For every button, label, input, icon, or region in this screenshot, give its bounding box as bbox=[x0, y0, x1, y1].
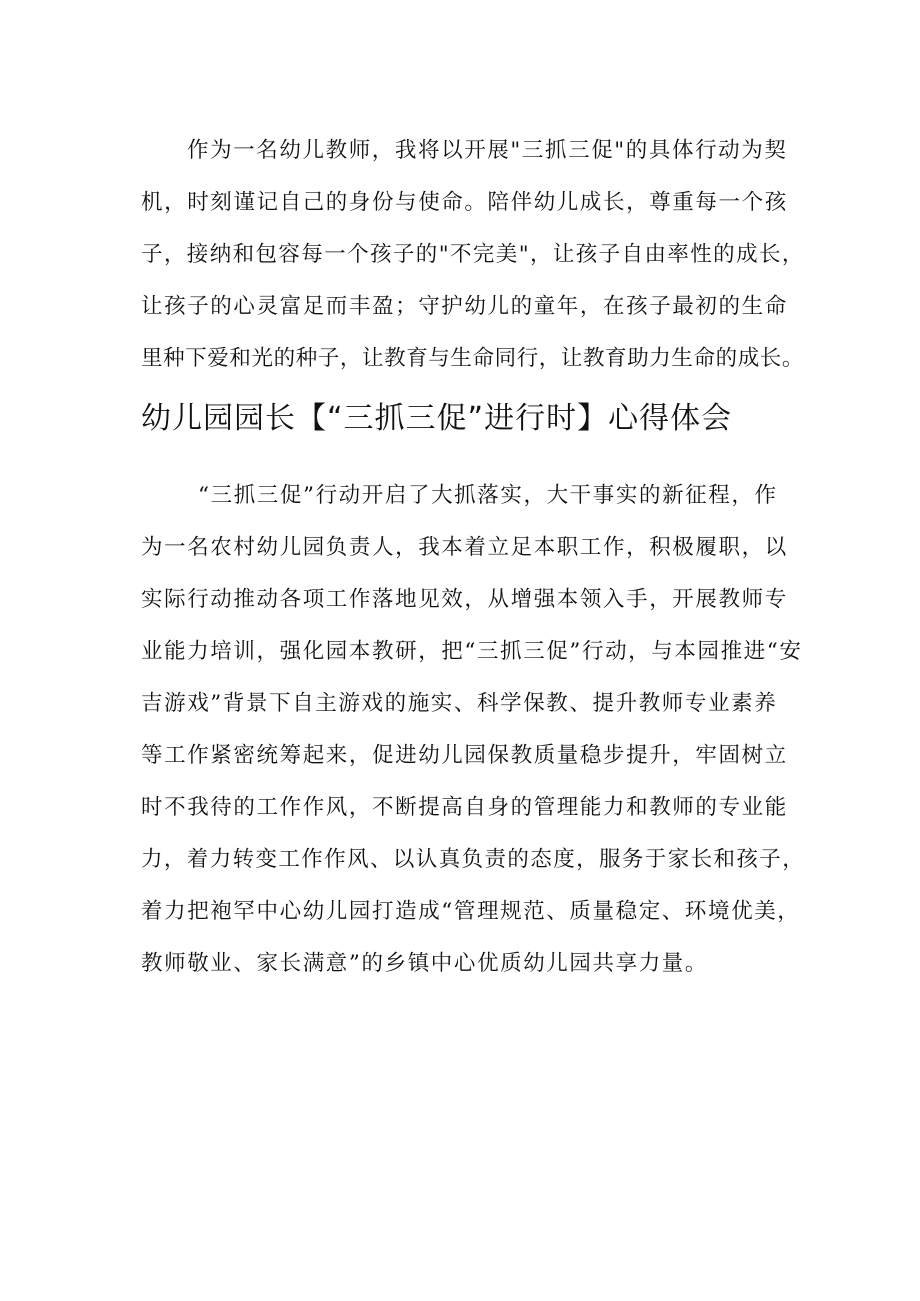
paragraph-line: 为一名农村幼儿园负责人，我本着立足本职工作，积极履职，以 bbox=[141, 535, 788, 560]
section-heading: 幼儿园园长【“三抓三促”进行时】心得体会 bbox=[141, 401, 733, 436]
paragraph-line: 让孩子的心灵富足而丰盈；守护幼儿的童年，在孩子最初的生命 bbox=[141, 294, 788, 319]
paragraph-line: 着力把袍罕中心幼儿园打造成“管理规范、质量稳定、环境优美， bbox=[141, 899, 801, 924]
paragraph-line: 子，接纳和包容每一个孩子的"不完美"，让孩子自由率性的成长， bbox=[141, 242, 805, 267]
paragraph-line: 里种下爱和光的种子，让教育与生命同行，让教育助力生命的成长。 bbox=[141, 346, 805, 371]
paragraph-line: 等工作紧密统筹起来，促进幼儿园保教质量稳步提升，牢固树立 bbox=[141, 743, 788, 768]
paragraph-line: 时不我待的工作作风，不断提高自身的管理能力和教师的专业能 bbox=[141, 795, 788, 820]
paragraph-line: 作为一名幼儿教师，我将以开展"三抓三促"的具体行动为契 bbox=[187, 138, 788, 163]
paragraph-line: 业能力培训，强化园本教研，把“三抓三促”行动，与本园推进“安 bbox=[141, 639, 803, 664]
paragraph-line: 教师敬业、家长满意”的乡镇中心优质幼儿园共享力量。 bbox=[141, 951, 708, 976]
paragraph-line: “三抓三促”行动开启了大抓落实，大干事实的新征程，作 bbox=[198, 483, 778, 508]
paragraph-line: 吉游戏”背景下自主游戏的施实、科学保教、提升教师专业素养 bbox=[141, 691, 778, 716]
paragraph-line: 机，时刻谨记自己的身份与使命。陪伴幼儿成长，尊重每一个孩 bbox=[141, 190, 788, 215]
paragraph-line: 实际行动推动各项工作落地见效，从增强本领入手，开展教师专 bbox=[141, 587, 788, 612]
paragraph-line: 力，着力转变工作作风、以认真负责的态度，服务于家长和孩子， bbox=[141, 847, 806, 872]
